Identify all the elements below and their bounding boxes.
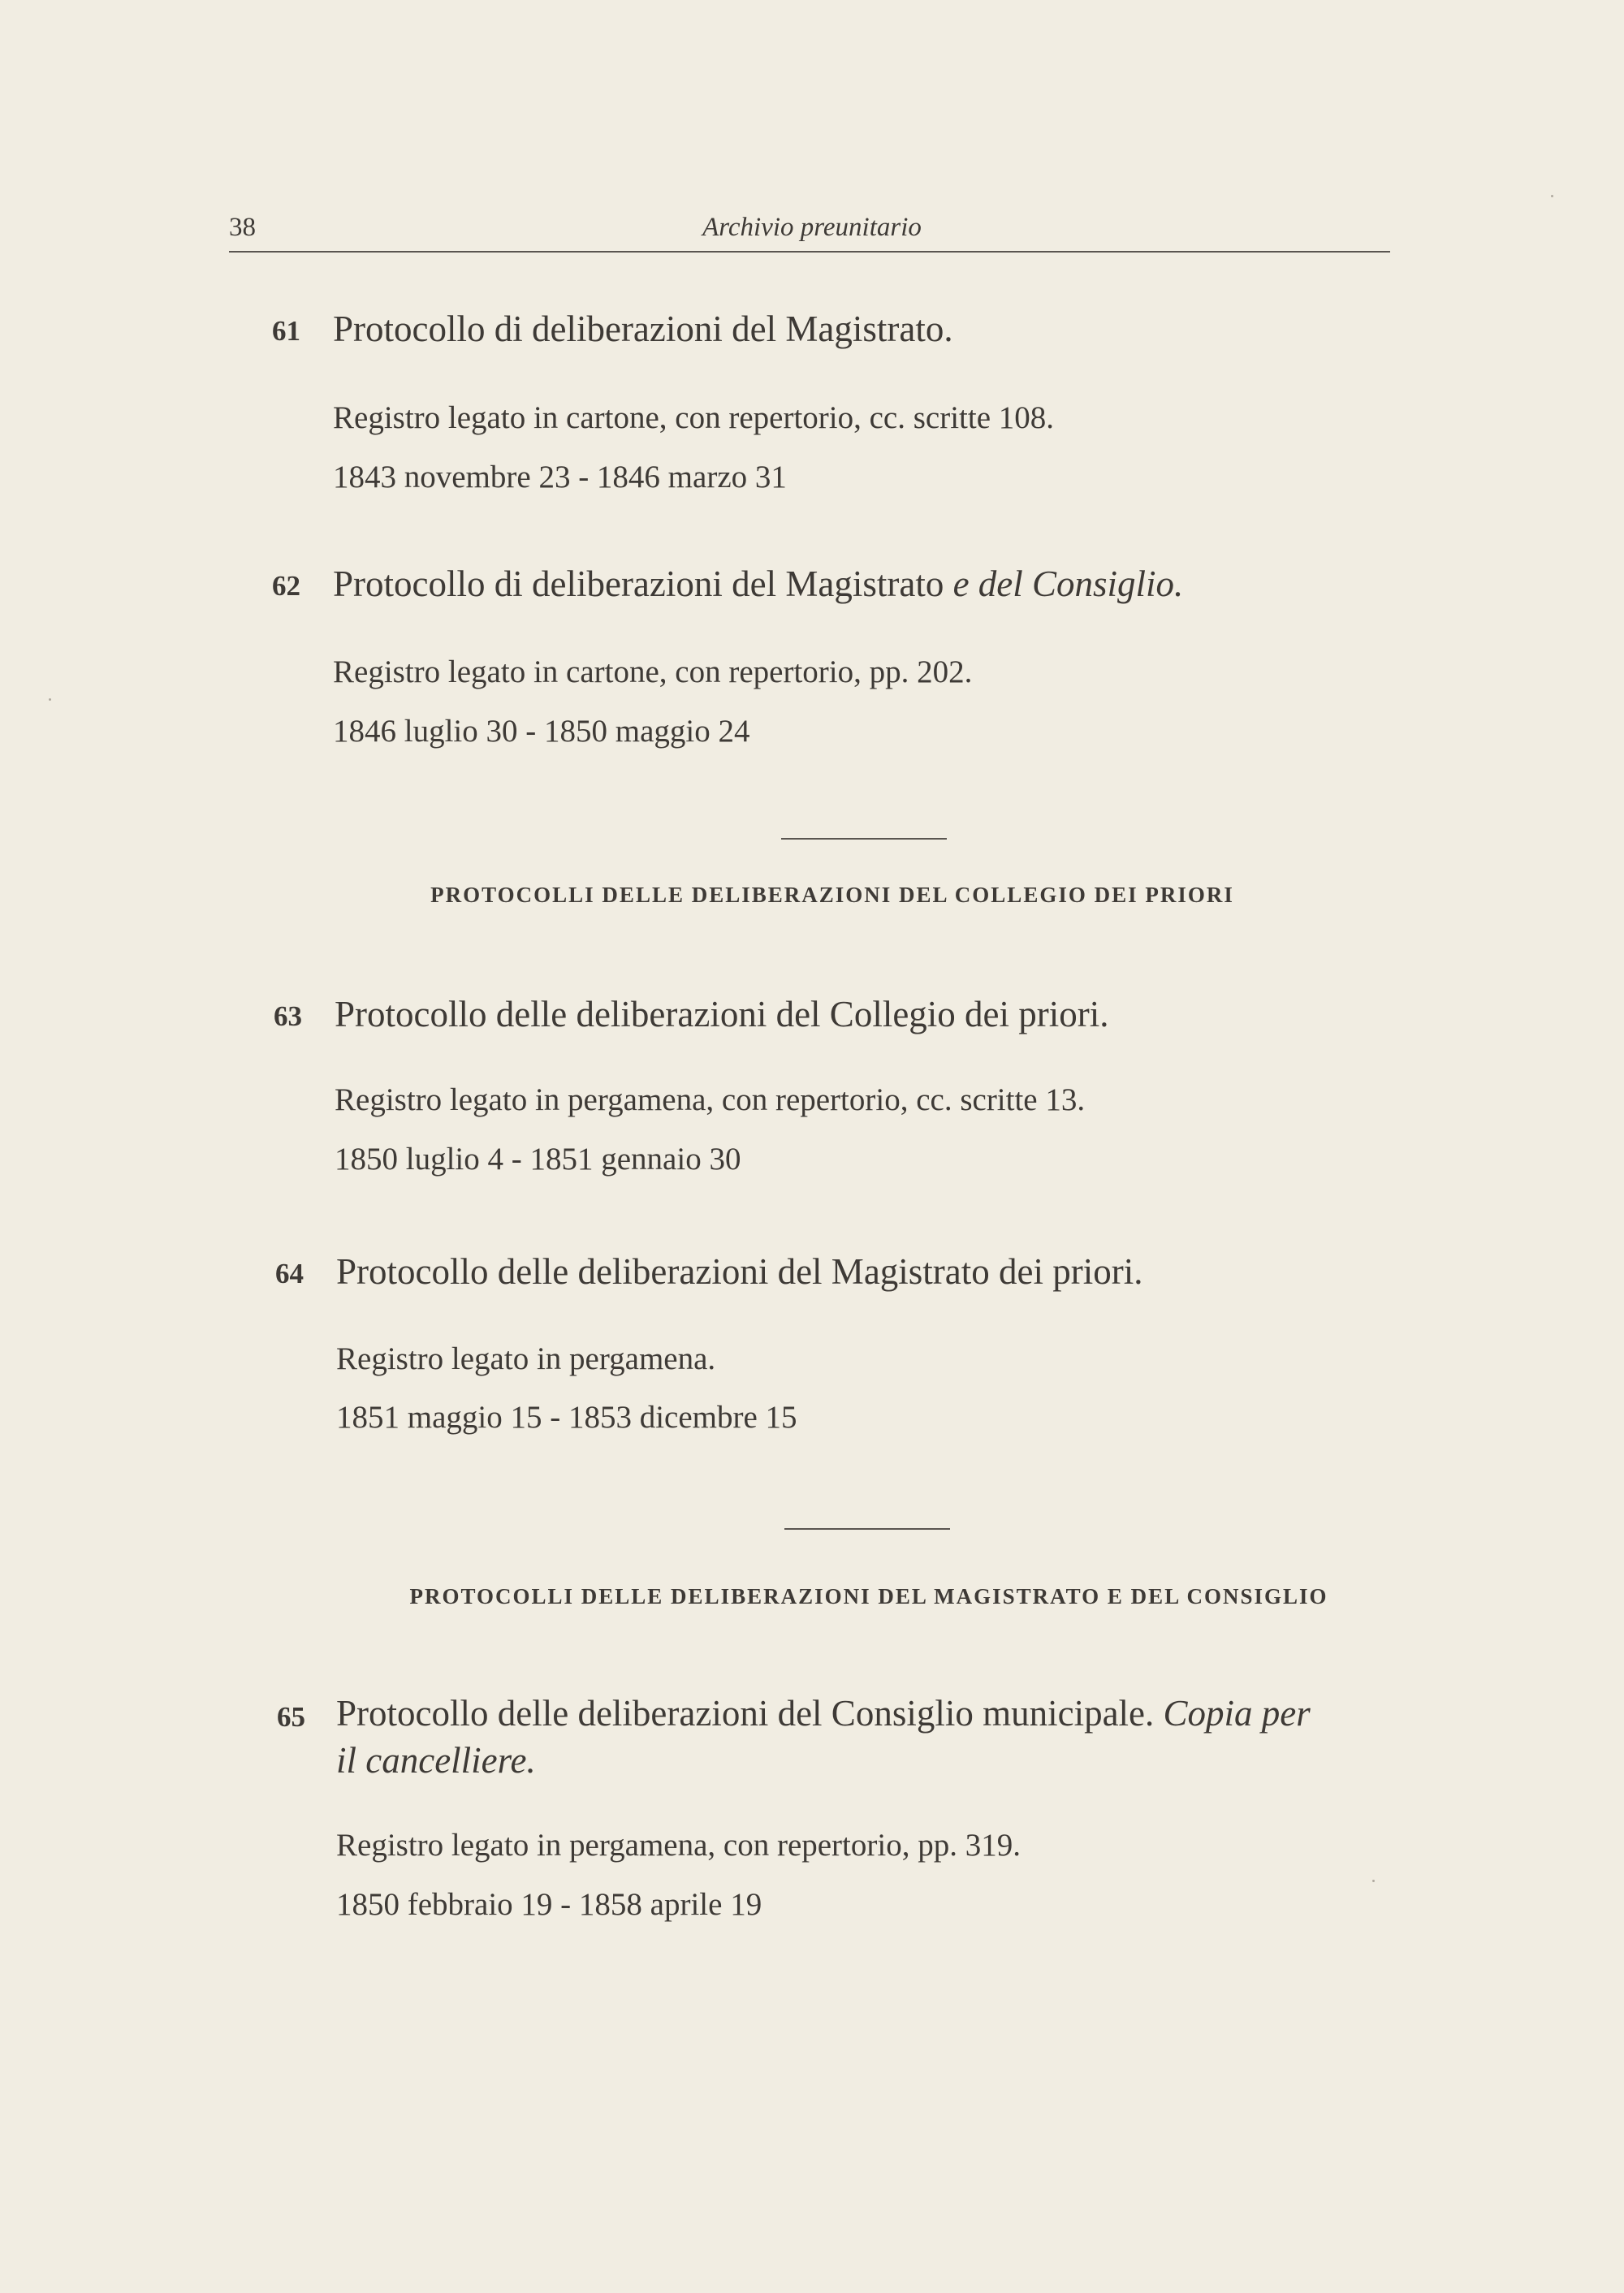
entry-dates: 1851 maggio 15 - 1853 dicembre 15 [336,1400,797,1435]
running-head: Archivio preunitario [702,213,922,242]
entry-title-text: Protocollo delle deliberazioni del Consiglio municipale. [336,1693,1155,1734]
paper-speck [1551,195,1553,197]
entry-title [333,305,953,352]
entry-title-italic: Copia per [1163,1693,1311,1734]
entry-title [333,560,1183,607]
entry-title [336,1690,1408,1784]
entry-title-text: Protocollo di deliberazioni del Magistrato. [333,309,953,349]
entry-number: 65 [277,1701,305,1733]
entry-title-text: Protocollo delle deliberazioni del Magistrato dei priori. [336,1251,1143,1292]
entry-description: Registro legato in pergamena. [336,1341,716,1376]
section-separator [784,1528,950,1530]
entry-number: 64 [275,1258,304,1289]
entry-description: Registro legato in pergamena, con repertorio, pp. 319. [336,1828,1021,1863]
entry-title [335,991,1109,1038]
entry-dates: 1846 luglio 30 - 1850 maggio 24 [333,714,750,749]
entry-title-italic-line2: il cancelliere. [336,1740,536,1781]
entry-dates: 1850 luglio 4 - 1851 gennaio 30 [335,1142,741,1177]
entry-description: Registro legato in cartone, con repertorio, pp. 202. [333,654,973,689]
paper-speck [49,698,51,701]
page-number: 38 [229,213,256,242]
section-separator [781,838,947,840]
entry-title-text: Protocollo di deliberazioni del Magistrato [333,564,944,604]
entry-number: 63 [274,1000,302,1032]
entry-title-italic: e del Consiglio. [952,564,1184,604]
entry-title [336,1248,1142,1295]
entry-number: 62 [272,570,300,602]
section-heading: PROTOCOLLI DELLE DELIBERAZIONI DEL COLLEGIO DEI PRIORI [430,883,1234,907]
entry-description: Registro legato in cartone, con repertorio, cc. scritte 108. [333,400,1055,435]
section-heading: PROTOCOLLI DELLE DELIBERAZIONI DEL MAGISTRATO E DEL CONSIGLIO [409,1584,1328,1609]
entry-dates: 1850 febbraio 19 - 1858 aprile 19 [336,1887,762,1922]
paper-speck [1372,1880,1375,1882]
entry-number: 61 [272,315,300,347]
entry-title-text: Protocollo delle deliberazioni del Collegio dei priori. [335,994,1109,1034]
header-rule [229,251,1390,253]
entry-description: Registro legato in pergamena, con repertorio, cc. scritte 13. [335,1082,1086,1117]
entry-dates: 1843 novembre 23 - 1846 marzo 31 [333,460,787,494]
